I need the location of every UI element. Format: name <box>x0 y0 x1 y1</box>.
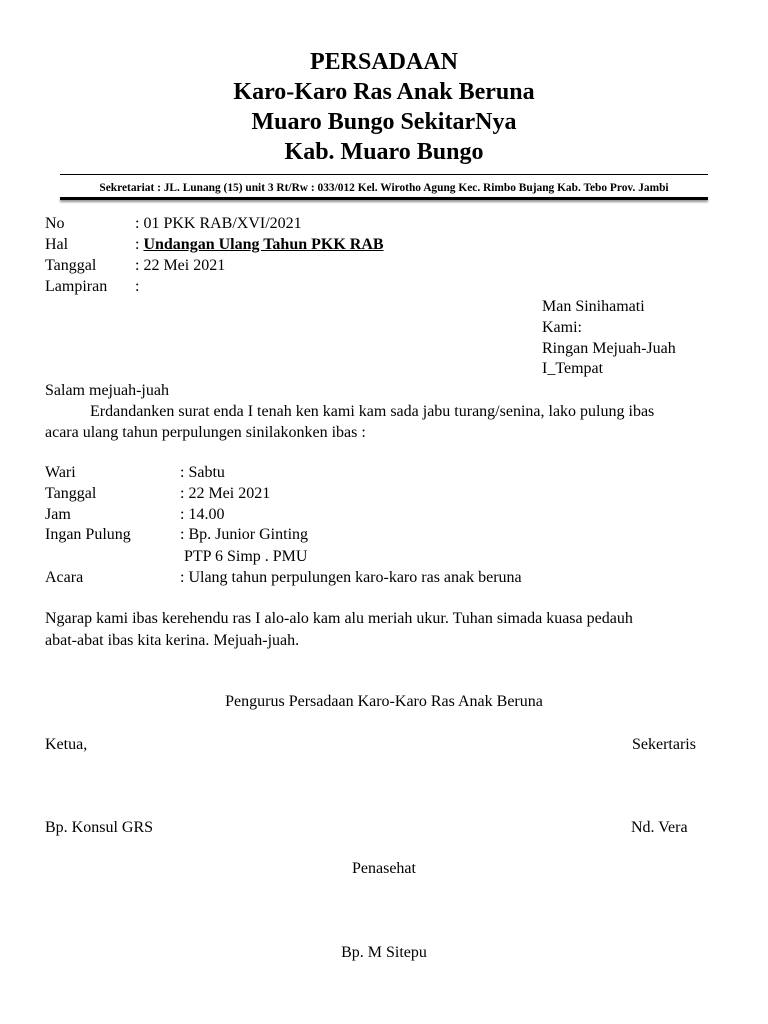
closing-line-1: Ngarap kami ibas kerehendu ras I alo-alo kam alu meriah ukur. Tuhan simada kuasa pedauh <box>45 610 633 627</box>
recipient-line-2: Kami: <box>542 319 582 336</box>
recipient-line-1: Man Sinihamati <box>542 298 645 315</box>
hal-label: Hal <box>45 236 69 253</box>
greeting: Salam mejuah-juah <box>45 382 169 399</box>
header-rule-top <box>60 174 708 175</box>
wari-label: Wari <box>45 464 76 481</box>
intro-line-1: Erdandanken surat enda I tenah ken kami kam sada jabu turang/senina, lako pulung ibas <box>90 403 655 420</box>
closing-line-2: abat-abat ibas kita kerina. Mejuah-juah. <box>45 632 300 649</box>
ingan-value-2: PTP 6 Simp . PMU <box>184 548 308 565</box>
acara-value: : Ulang tahun perpulungen karo-karo ras anak beruna <box>180 569 522 586</box>
sekretaris-title: Sekertaris <box>632 736 696 753</box>
ketua-name: Bp. Konsul GRS <box>45 819 154 836</box>
hal-value: Undangan Ulang Tahun PKK RAB <box>143 236 384 253</box>
no-label: No <box>45 215 65 232</box>
event-tanggal-value: : 22 Mei 2021 <box>180 485 271 502</box>
ketua-title: Ketua, <box>45 736 88 753</box>
wari-value: : Sabtu <box>180 464 225 481</box>
acara-label: Acara <box>45 569 84 586</box>
recipient-line-3: Ringan Mejuah-Juah <box>542 340 676 357</box>
org-regency: Kab. Muaro Bungo <box>284 139 484 165</box>
org-title: PERSADAAN <box>309 49 458 75</box>
header-rule-bottom <box>60 197 708 200</box>
ingan-value: : Bp. Junior Ginting <box>180 526 309 543</box>
lampiran-value: : <box>135 278 140 295</box>
jam-label: Jam <box>45 506 71 523</box>
event-tanggal-label: Tanggal <box>45 485 97 502</box>
org-subtitle: Karo-Karo Ras Anak Beruna <box>233 79 535 105</box>
intro-line-2: acara ulang tahun perpulungen sinilakonken ibas : <box>45 424 366 441</box>
sekretaris-name: Nd. Vera <box>631 819 688 836</box>
penasehat-name: Bp. M Sitepu <box>341 944 427 961</box>
organization-signatory: Pengurus Persadaan Karo-Karo Ras Anak Beruna <box>225 693 543 710</box>
recipient-line-4: I_Tempat <box>542 360 604 377</box>
lampiran-label: Lampiran <box>45 278 108 295</box>
ingan-label: Ingan Pulung <box>45 526 131 543</box>
tanggal-value: : 22 Mei 2021 <box>135 257 226 274</box>
no-value: : 01 PKK RAB/XVI/2021 <box>135 215 302 232</box>
org-region: Muaro Bungo SekitarNya <box>251 109 517 135</box>
jam-value: : 14.00 <box>180 506 225 523</box>
secretariat-address: Sekretariat : JL. Lunang (15) unit 3 Rt/Rw : 033/012 Kel. Wirotho Agung Kec. Rimbo Bujang Kab. Tebo Prov. Jambi <box>99 182 669 194</box>
penasehat-title: Penasehat <box>352 860 416 877</box>
hal-colon: : <box>135 236 144 253</box>
tanggal-label: Tanggal <box>45 257 97 274</box>
hal-field <box>135 235 384 255</box>
